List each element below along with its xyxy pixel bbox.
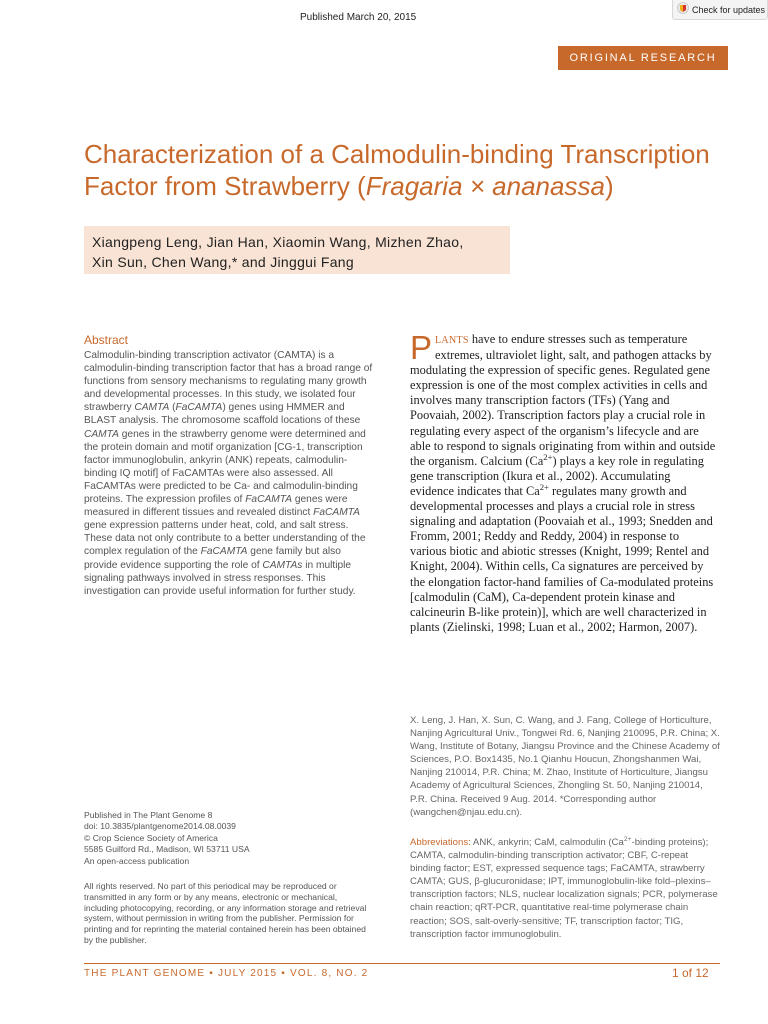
pubinfo-doi: doi: 10.3835/plantgenome2014.08.0039 <box>84 821 236 832</box>
authors-box <box>84 226 510 274</box>
title-species: Fragaria × ananassa <box>365 171 605 201</box>
published-date: Published March 20, 2015 <box>300 12 417 23</box>
crossmark-icon <box>677 1 689 19</box>
pubinfo-copyright: © Crop Science Society of America <box>84 832 218 843</box>
footer-divider <box>84 963 720 964</box>
abstract-heading: Abstract <box>84 333 129 347</box>
pubinfo-journal: Published in The Plant Genome 8 <box>84 810 213 820</box>
check-for-updates-label: Check for updates <box>692 4 766 15</box>
pubinfo-address: 5585 Guilford Rd., Madison, WI 53711 USA <box>84 844 250 855</box>
lead-word: LANTS <box>435 335 469 346</box>
article-title <box>84 138 744 202</box>
pubinfo-open-access: An open-access publication <box>84 855 190 866</box>
page-number: 1 of 12 <box>672 966 709 980</box>
title-close: ) <box>604 171 614 201</box>
title-main: Characterization of a Calmodulin-binding Transcription Factor from Strawberry ( <box>84 139 710 201</box>
authors-line-2: Xin Sun, Chen Wang,* and Jinggui Fang <box>92 254 354 270</box>
abbreviations-label: Abbreviations: <box>410 837 471 848</box>
check-for-updates-button[interactable] <box>672 0 768 20</box>
authors-line-1: Xiangpeng Leng, Jian Han, Xiaomin Wang, Mizhen Zhao, <box>92 234 464 250</box>
rights-statement: All rights reserved. No part of this periodical may be reproduced or transmitted in any form or by any means, electronic or mechanical, including photocopying, recording, or any information storage and retrieval system, without permission in writing from the publisher. Permission for printing and for reprinting the material contained herein has been obtained by the publisher. <box>84 881 367 945</box>
author-affiliations: X. Leng, J. Han, X. Sun, C. Wang, and J. Fang, College of Horticulture, Nanjing Agricultural Univ., Tongwei Rd. 6, Nanjing 210095, P.R. China; X. Wang, Institute of Botany, Jiangsu Province and the Chinese Academy of Sciences, P.O. Box1435, No.1 Qianhu Houcun, Zhongshanmen Wai, Nanjing 210014, P.R. China; M. Zhao, Institute of Horticulture, Jiangsu Academy of Agricultural Sciences, Zhongling St. 50, Nanjing 210014, P.R. China. Received 9 Aug. 2014. *Corresponding author (wangchen@njau.edu.cn). <box>410 715 720 818</box>
drop-cap: P <box>410 329 433 366</box>
abbreviations: Abbreviations: ANK, ankyrin; CaM, calmodulin ($Ca^{2+}$-binding proteins); CAMTA, calmodulin-binding transcription activator; CBF, C-repeat binding factor; EST, expressed sequence tags; FaCAMTA, strawberry CAMTA; GUS, β-glucuronidase; IPT, immunoglobulin-like fold–plexins–transcription factors; NLS, nuclear localization signals; PCR, polymerase chain reaction; qRT-PCR, quantitative real-time polymerase chain reaction; SOS, salt-overly-sensitive; TF, transcription factor; TIG, transcription factor immunoglobulin. <box>410 835 718 940</box>
footer-journal-info: THE PLANT GENOME ▪ JULY 2015 ▪ VOL. 8, NO. 2 <box>84 968 369 979</box>
section-tag: ORIGINAL RESEARCH <box>558 46 728 70</box>
abstract-body: Calmodulin-binding transcription activator (CAMTA) is a calmodulin-binding transcription factor that has a broad range of functions from sensory mechanisms to regulating many growth and developmental processes. In this study, we isolated four strawberry CAMTA (FaCAMTA) genes using HMMER and BLAST analysis. The chromosome scaffold locations of these CAMTA genes in the strawberry genome were determined and the protein domain and motif organization [CG-1, transcription factor immunoglobulin, ankyrin (ANK) repeats, calmodulin-binding IQ motif] of FaCAMTAs were also assessed. All FaCAMTAs were predicted to be Ca- and calmodulin-binding proteins. The expression profiles of FaCAMTA genes were measured in different tissues and revealed distinct FaCAMTA gene expression patterns under heat, cold, and salt stress. These data not only contribute to a better understanding of the complex regulation of the FaCAMTA gene family but also provide evidence supporting the role of CAMTAs in multiple signaling pathways involved in stress responses. This investigation can provide useful information for further study. <box>84 350 373 597</box>
publication-info <box>84 810 370 867</box>
introduction-body: PLANTS have to endure stresses such as temperature extremes, ultraviolet light, salt, and pathogen attacks by modulating the expression of specific genes. Regulated gene expression is one of the most complex activities in cells and involves many transcription factors (TFs) (Yang and Poovaiah, 2002). Transcription factors play a crucial role in regulating every aspect of the organism’s lifecycle and are able to respond to signals originating from within and outside the organism. Calcium $(Ca^{2+})$ plays a key role in regulating gene transcription (Ikura et al., 2002). Accumulating evidence indicates that $Ca^{2+}$ regulates many growth and developmental processes and plays a crucial role in stress signaling and adaptation (Poovaiah et al., 1993; Snedden and Fromm, 2001; Reddy and Reddy, 2004) in response to various biotic and abiotic stresses (Knight, 1999; Rentel and Knight, 2004). Within cells, Ca signatures are perceived by the elongation factor-hand families of Ca-modulated proteins [calmodulin (CaM), Ca-dependent protein kinase and calcineurin B-like protein)], which are well characterized in plants (Zielinski, 1998; Luan et al., 2002; Harmon, 2007). <box>410 329 716 634</box>
